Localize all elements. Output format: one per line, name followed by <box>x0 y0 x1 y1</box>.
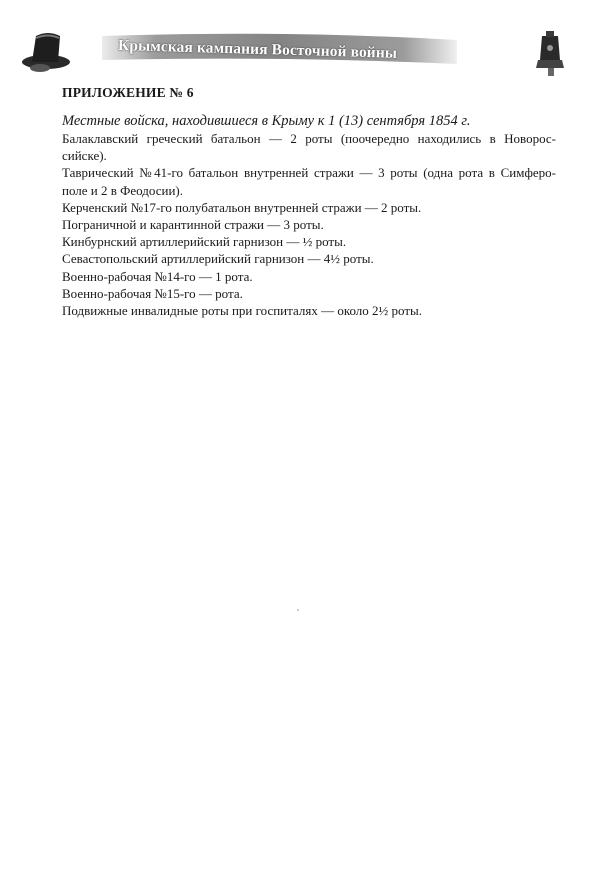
appendix-title: ПРИЛОЖЕНИЕ № 6 <box>62 85 194 100</box>
page-header <box>0 0 600 80</box>
list-item: поле и 2 в Феодосии). <box>62 182 184 198</box>
list-item: сийске). <box>62 148 107 164</box>
list-item: Кинбурнский артиллерийский гарнизон — ½ роты. <box>62 234 347 250</box>
list-item: Подвижные инвалидные роты при госпиталях — около 2½ роты. <box>62 302 423 318</box>
list-item: Военно-рабочая №15-го — рота. <box>62 285 243 301</box>
list-item: Керченский №17-го полубатальон внутренней стражи — 2 роты. <box>62 199 422 215</box>
list-item: Военно-рабочая №14-го — 1 рота. <box>62 268 253 284</box>
list-item: Севастопольский артиллерийский гарнизон — 4½ роты. <box>62 251 374 267</box>
appendix-subtitle: Местные войска, находившиеся в Крыму к 1 (13) сентября 1854 г. <box>62 113 471 129</box>
list-item: Пограничной и карантинной стражи — 3 роты. <box>62 216 324 232</box>
scan-speck <box>297 609 299 611</box>
running-title: Крымская кампания Восточной войны <box>117 37 398 62</box>
shako-icon <box>528 30 572 78</box>
troop-list <box>62 130 556 319</box>
top-hat-icon <box>18 28 74 74</box>
list-item: Таврический №41-го батальон внутренней стражи — 3 роты (одна рота в Симферо- <box>62 165 556 181</box>
list-item: Балаклавский греческий батальон — 2 роты (поочередно находились в Новорос- <box>62 131 556 146</box>
